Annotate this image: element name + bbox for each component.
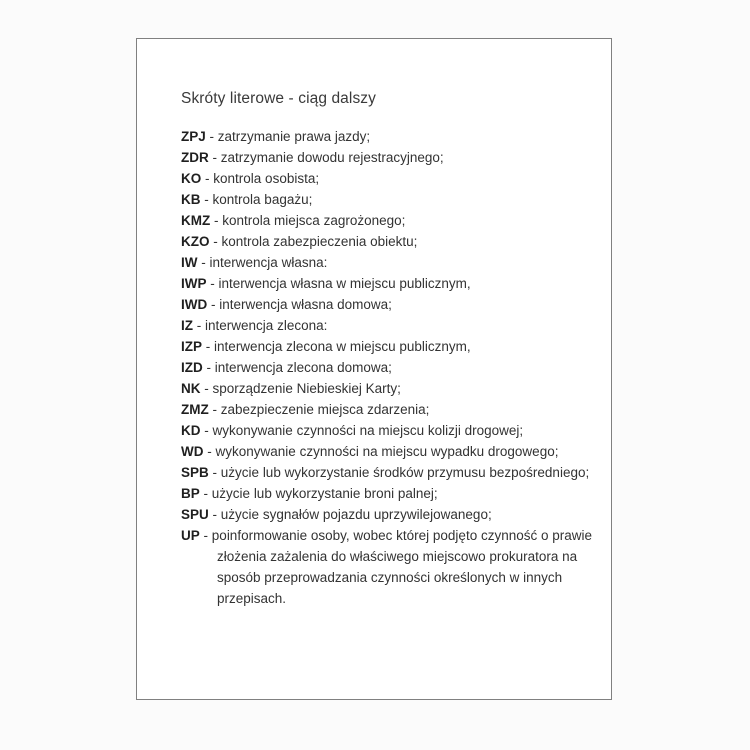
- abbreviation-term: BP: [181, 486, 200, 501]
- abbreviation-separator: -: [206, 360, 212, 375]
- abbreviation-separator: -: [212, 465, 218, 480]
- list-item: [181, 378, 603, 399]
- abbreviation-term: ZMZ: [181, 402, 209, 417]
- abbreviation-term: KMZ: [181, 213, 211, 228]
- list-item: [181, 126, 603, 147]
- abbreviation-definition: zatrzymanie dowodu rejestracyjnego;: [220, 150, 444, 165]
- abbreviation-separator: -: [209, 129, 215, 144]
- abbreviation-term: KO: [181, 171, 202, 186]
- abbreviation-definition: zatrzymanie prawa jazdy;: [217, 129, 371, 144]
- abbreviation-separator: -: [212, 507, 218, 522]
- list-item: [181, 294, 603, 315]
- abbreviation-definition: kontrola zabezpieczenia obiektu;: [221, 234, 418, 249]
- list-item: [181, 273, 603, 294]
- abbreviation-definition: użycie lub wykorzystanie broni palnej;: [211, 486, 438, 501]
- abbreviation-term: KZO: [181, 234, 210, 249]
- abbreviation-definition: użycie lub wykorzystanie środków przymusu bezpośredniego;: [220, 465, 590, 480]
- abbreviation-term: NK: [181, 381, 201, 396]
- list-item: [181, 357, 603, 378]
- abbreviation-definition: kontrola osobista;: [213, 171, 320, 186]
- abbreviation-definition: zabezpieczenie miejsca zdarzenia;: [220, 402, 430, 417]
- list-item: [181, 441, 603, 462]
- abbreviation-term: IZP: [181, 339, 203, 354]
- abbreviation-term: IWD: [181, 297, 208, 312]
- abbreviation-term: IZ: [181, 318, 193, 333]
- abbreviation-definition: wykonywanie czynności na miejscu kolizji drogowej;: [212, 423, 524, 438]
- abbreviation-separator: -: [207, 444, 212, 459]
- abbreviation-definition: kontrola bagażu;: [212, 192, 313, 207]
- abbreviation-list: [181, 126, 603, 609]
- abbreviation-separator: -: [212, 150, 218, 165]
- abbreviation-term: KD: [181, 423, 201, 438]
- abbreviation-separator: -: [214, 213, 219, 228]
- abbreviation-term: IW: [181, 255, 198, 270]
- abbreviation-separator: -: [205, 171, 210, 186]
- list-item: [181, 420, 603, 441]
- list-item: [181, 147, 603, 168]
- list-item: [181, 483, 603, 504]
- abbreviation-separator: -: [204, 423, 209, 438]
- list-item: [181, 189, 603, 210]
- page-title: Skróty literowe - ciąg dalszy: [181, 90, 376, 107]
- abbreviation-term: IWP: [181, 276, 207, 291]
- list-item: [181, 399, 603, 420]
- list-item: [181, 525, 603, 609]
- list-item: [181, 504, 603, 525]
- abbreviation-definition: interwencja zlecona domowa;: [214, 360, 392, 375]
- abbreviation-term: ZPJ: [181, 129, 206, 144]
- abbreviation-definition: kontrola miejsca zagrożonego;: [222, 213, 406, 228]
- abbreviation-separator: -: [203, 486, 209, 501]
- abbreviation-definition: interwencja własna:: [209, 255, 328, 270]
- abbreviation-separator: -: [213, 234, 218, 249]
- abbreviation-term: WD: [181, 444, 204, 459]
- abbreviation-separator: -: [212, 402, 218, 417]
- list-item: [181, 210, 603, 231]
- abbreviation-separator: -: [210, 276, 215, 291]
- list-item: [181, 252, 603, 273]
- abbreviation-separator: -: [196, 318, 202, 333]
- abbreviation-definition: interwencja własna domowa;: [219, 297, 392, 312]
- abbreviation-separator: -: [201, 255, 206, 270]
- abbreviation-separator: -: [203, 528, 209, 543]
- abbreviation-definition: interwencja własna w miejscu publicznym,: [218, 276, 471, 291]
- abbreviation-definition: sporządzenie Niebieskiej Karty;: [212, 381, 401, 396]
- abbreviation-definition: interwencja zlecona:: [205, 318, 328, 333]
- abbreviation-term: IZD: [181, 360, 203, 375]
- document-content: [181, 89, 603, 609]
- abbreviation-separator: -: [204, 192, 209, 207]
- abbreviation-separator: -: [204, 381, 209, 396]
- list-item: [181, 231, 603, 252]
- document-sheet: [136, 38, 612, 700]
- abbreviation-term: SPB: [181, 465, 209, 480]
- abbreviation-definition: poinformowanie osoby, wobec której podjęto czynność o prawie złożenia zażalenia do właściwego miejscowo prokuratora na sposób przeprowadzania czynności określonych w innych przepisach.: [211, 528, 593, 606]
- list-item: [181, 336, 603, 357]
- abbreviation-term: UP: [181, 528, 200, 543]
- list-item: [181, 462, 603, 483]
- abbreviation-term: ZDR: [181, 150, 209, 165]
- list-item: [181, 168, 603, 189]
- abbreviation-term: SPU: [181, 507, 209, 522]
- abbreviation-definition: użycie sygnałów pojazdu uprzywilejowanego;: [220, 507, 492, 522]
- abbreviation-separator: -: [205, 339, 211, 354]
- abbreviation-term: KB: [181, 192, 201, 207]
- list-item: [181, 315, 603, 336]
- abbreviation-separator: -: [211, 297, 216, 312]
- abbreviation-definition: wykonywanie czynności na miejscu wypadku drogowego;: [215, 444, 559, 459]
- abbreviation-definition: interwencja zlecona w miejscu publicznym,: [214, 339, 471, 354]
